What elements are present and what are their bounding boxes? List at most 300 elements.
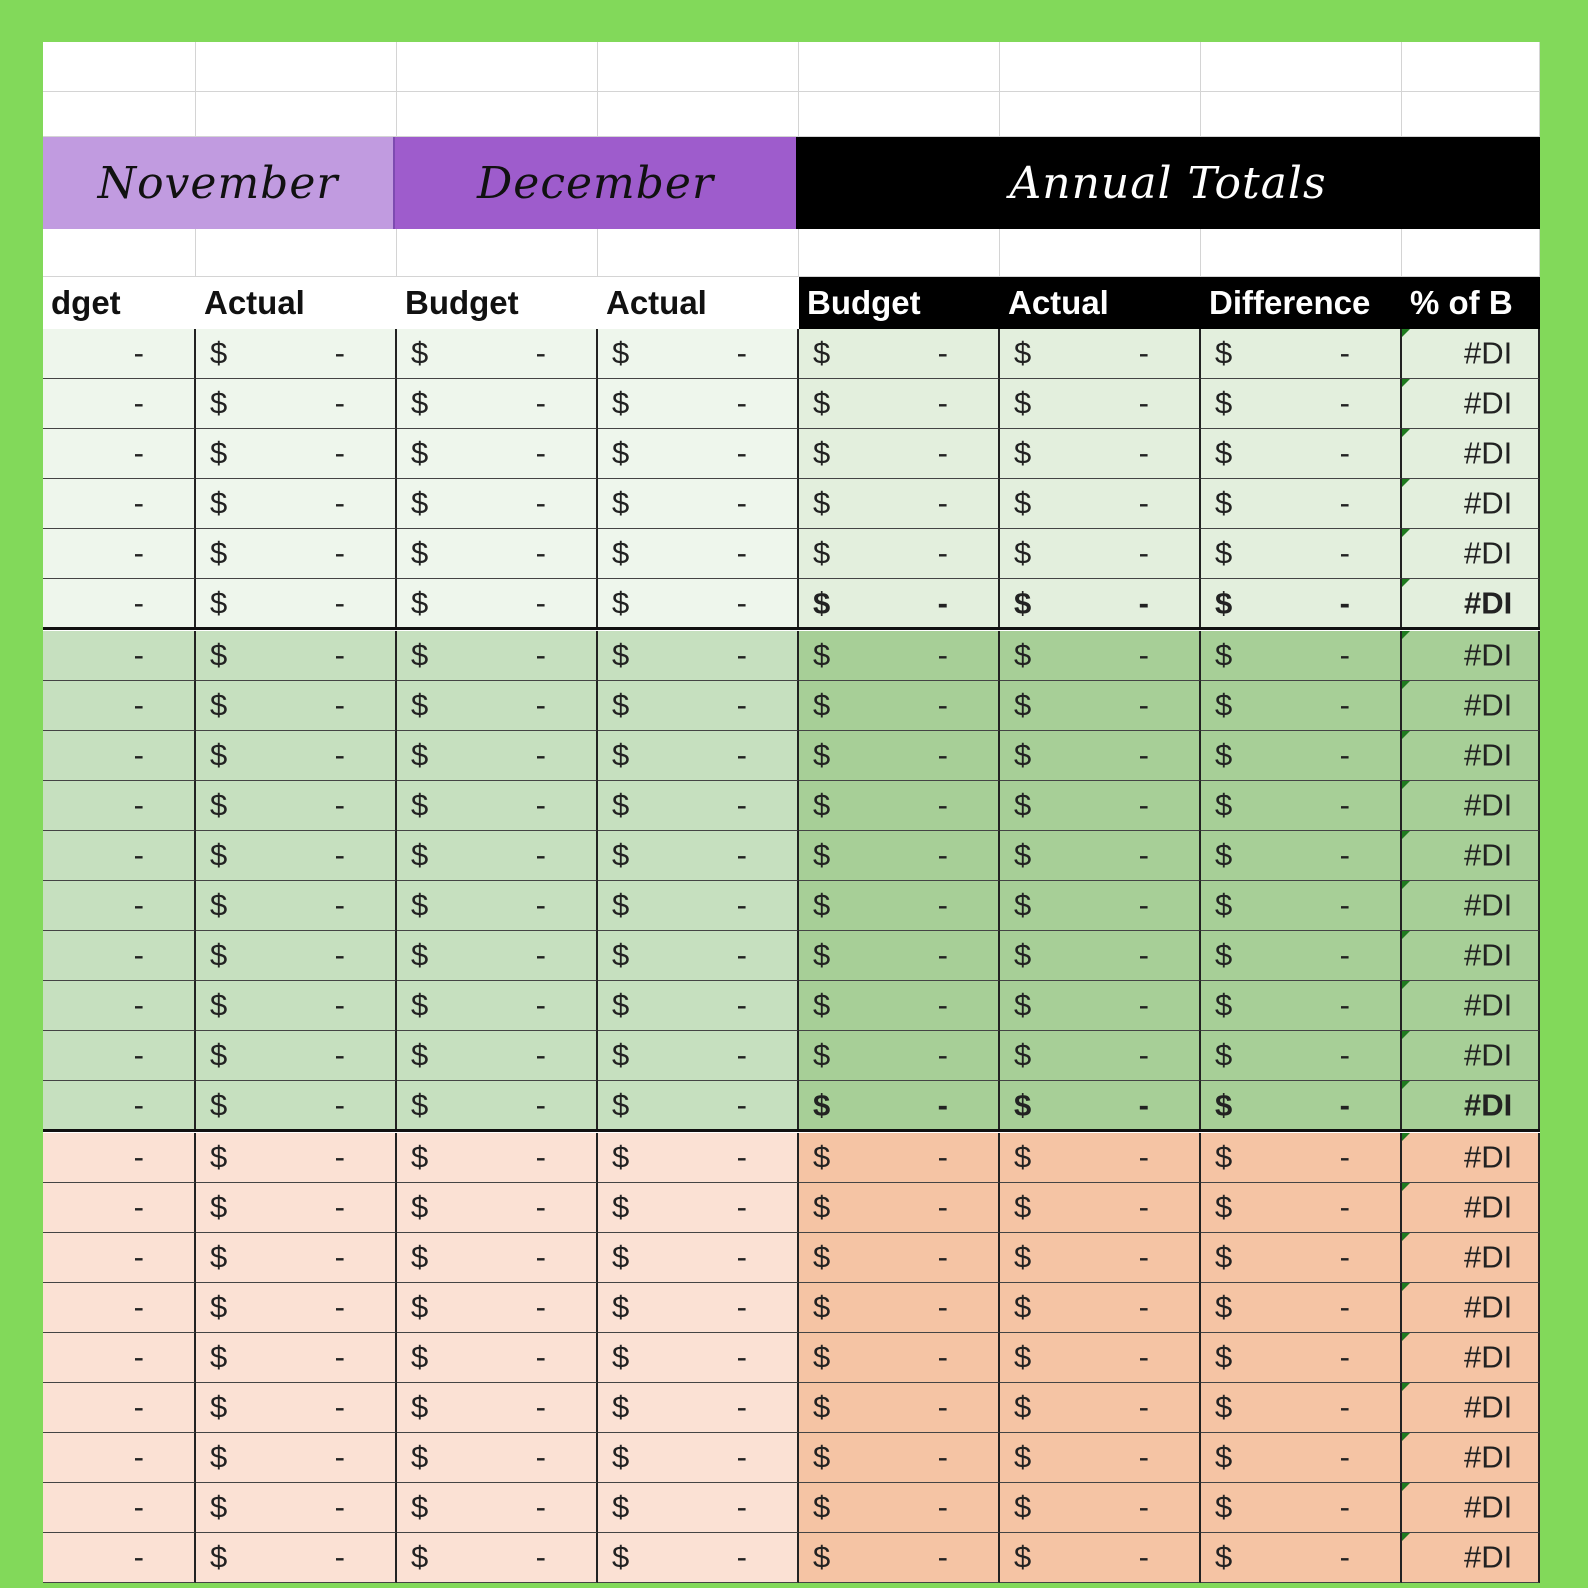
budget-cell[interactable] bbox=[799, 1133, 1000, 1183]
budget-cell[interactable] bbox=[1402, 931, 1540, 981]
budget-cell[interactable] bbox=[598, 1433, 799, 1483]
empty-cell[interactable] bbox=[1201, 229, 1402, 277]
budget-cell[interactable] bbox=[1402, 1233, 1540, 1283]
budget-cell[interactable] bbox=[1000, 631, 1201, 681]
error-indicator-icon bbox=[1402, 1081, 1410, 1089]
budget-cell[interactable] bbox=[196, 881, 397, 931]
cell-value: - bbox=[1138, 886, 1149, 922]
total-cell[interactable] bbox=[1201, 1081, 1402, 1131]
budget-cell[interactable] bbox=[43, 1133, 196, 1183]
budget-cell[interactable] bbox=[598, 1133, 799, 1183]
cell-value: - bbox=[1138, 1388, 1149, 1424]
budget-cell[interactable] bbox=[1201, 379, 1402, 429]
currency-symbol: $ bbox=[612, 1438, 630, 1474]
cell-value: - bbox=[334, 1488, 345, 1524]
budget-cell[interactable] bbox=[1201, 1333, 1402, 1383]
total-cell[interactable] bbox=[196, 579, 397, 629]
currency-symbol: $ bbox=[210, 1538, 228, 1574]
budget-cell[interactable] bbox=[1201, 631, 1402, 681]
budget-cell[interactable] bbox=[43, 1333, 196, 1383]
empty-cell[interactable] bbox=[196, 229, 397, 277]
budget-cell[interactable] bbox=[397, 1233, 598, 1283]
budget-cell[interactable] bbox=[1000, 329, 1201, 379]
budget-cell[interactable] bbox=[43, 1383, 196, 1433]
empty-cell[interactable] bbox=[1000, 42, 1201, 92]
budget-cell[interactable] bbox=[1000, 1031, 1201, 1081]
budget-cell[interactable] bbox=[598, 731, 799, 781]
budget-cell[interactable] bbox=[196, 681, 397, 731]
budget-cell[interactable] bbox=[397, 379, 598, 429]
budget-cell[interactable] bbox=[598, 1283, 799, 1333]
cell-value: - bbox=[334, 936, 345, 972]
budget-cell[interactable] bbox=[1402, 1283, 1540, 1333]
empty-cell[interactable] bbox=[598, 229, 799, 277]
cell-value: - bbox=[937, 384, 948, 420]
budget-cell[interactable] bbox=[799, 379, 1000, 429]
empty-cell[interactable] bbox=[43, 42, 196, 92]
cell-value: - bbox=[736, 736, 747, 772]
budget-cell[interactable] bbox=[1402, 1383, 1540, 1433]
total-cell[interactable] bbox=[598, 579, 799, 629]
budget-cell[interactable] bbox=[196, 1333, 397, 1383]
budget-cell[interactable] bbox=[1000, 1533, 1201, 1583]
currency-symbol: $ bbox=[612, 1086, 630, 1122]
budget-cell[interactable] bbox=[397, 981, 598, 1031]
budget-cell[interactable] bbox=[799, 931, 1000, 981]
column-header: Budget bbox=[799, 277, 1000, 329]
budget-cell[interactable] bbox=[196, 379, 397, 429]
total-cell[interactable] bbox=[397, 579, 598, 629]
budget-cell[interactable] bbox=[1402, 529, 1540, 579]
budget-cell[interactable] bbox=[1201, 931, 1402, 981]
budget-cell[interactable] bbox=[397, 1183, 598, 1233]
budget-cell[interactable] bbox=[1201, 1383, 1402, 1433]
empty-cell[interactable] bbox=[799, 229, 1000, 277]
budget-cell[interactable] bbox=[196, 781, 397, 831]
month-header-november: November bbox=[43, 137, 395, 229]
budget-cell[interactable] bbox=[196, 529, 397, 579]
empty-cell[interactable] bbox=[799, 42, 1000, 92]
empty-cell[interactable] bbox=[1402, 42, 1540, 92]
budget-cell[interactable] bbox=[1402, 1533, 1540, 1583]
currency-symbol: $ bbox=[1014, 1288, 1032, 1324]
cell-value: - bbox=[1138, 936, 1149, 972]
total-cell[interactable] bbox=[1201, 579, 1402, 629]
budget-cell[interactable] bbox=[1402, 429, 1540, 479]
budget-cell[interactable] bbox=[196, 1031, 397, 1081]
budget-cell[interactable] bbox=[799, 429, 1000, 479]
budget-cell[interactable] bbox=[397, 881, 598, 931]
budget-cell[interactable] bbox=[799, 1383, 1000, 1433]
empty-cell[interactable] bbox=[1000, 92, 1201, 137]
budget-cell[interactable] bbox=[43, 981, 196, 1031]
total-cell[interactable] bbox=[1000, 579, 1201, 629]
budget-cell[interactable] bbox=[1000, 379, 1201, 429]
cell-value: - bbox=[334, 786, 345, 822]
total-cell[interactable] bbox=[1402, 579, 1540, 629]
budget-cell[interactable] bbox=[1402, 1031, 1540, 1081]
budget-cell[interactable] bbox=[397, 731, 598, 781]
budget-cell[interactable] bbox=[43, 831, 196, 881]
empty-cell[interactable] bbox=[598, 42, 799, 92]
cell-value: - bbox=[535, 736, 546, 772]
budget-cell[interactable] bbox=[598, 881, 799, 931]
cell-value: - bbox=[133, 1138, 144, 1174]
currency-symbol: $ bbox=[1014, 1338, 1032, 1374]
empty-cell[interactable] bbox=[397, 42, 598, 92]
total-cell[interactable] bbox=[397, 1081, 598, 1131]
cell-value: - bbox=[535, 1438, 546, 1474]
budget-cell[interactable] bbox=[196, 1233, 397, 1283]
budget-cell[interactable] bbox=[799, 881, 1000, 931]
empty-cell[interactable] bbox=[598, 92, 799, 137]
total-cell[interactable] bbox=[1402, 1081, 1540, 1131]
budget-cell[interactable] bbox=[397, 681, 598, 731]
currency-symbol: $ bbox=[612, 1188, 630, 1224]
cell-value: - bbox=[1339, 334, 1350, 370]
budget-cell[interactable] bbox=[196, 631, 397, 681]
percent-value: #DI bbox=[1464, 384, 1513, 420]
currency-symbol: $ bbox=[411, 1138, 429, 1174]
empty-cell[interactable] bbox=[799, 92, 1000, 137]
budget-cell[interactable] bbox=[598, 831, 799, 881]
empty-cell[interactable] bbox=[1201, 42, 1402, 92]
budget-cell[interactable] bbox=[397, 831, 598, 881]
currency-symbol: $ bbox=[813, 384, 831, 420]
empty-cell[interactable] bbox=[43, 92, 196, 137]
budget-cell[interactable] bbox=[799, 1433, 1000, 1483]
cell-value: - bbox=[334, 1238, 345, 1274]
currency-symbol: $ bbox=[612, 1138, 630, 1174]
total-cell[interactable] bbox=[598, 1081, 799, 1131]
total-cell[interactable] bbox=[1000, 1081, 1201, 1131]
budget-cell[interactable] bbox=[1402, 379, 1540, 429]
empty-cell[interactable] bbox=[196, 42, 397, 92]
budget-cell[interactable] bbox=[799, 781, 1000, 831]
budget-cell[interactable] bbox=[1201, 1283, 1402, 1333]
budget-cell[interactable] bbox=[1201, 731, 1402, 781]
budget-cell[interactable] bbox=[397, 529, 598, 579]
cell-value: - bbox=[334, 1288, 345, 1324]
budget-cell[interactable] bbox=[1000, 529, 1201, 579]
budget-cell[interactable] bbox=[1402, 1133, 1540, 1183]
empty-cell[interactable] bbox=[196, 92, 397, 137]
budget-cell[interactable] bbox=[1402, 831, 1540, 881]
cell-value: - bbox=[736, 384, 747, 420]
budget-cell[interactable] bbox=[1000, 1383, 1201, 1433]
budget-cell[interactable] bbox=[1000, 1233, 1201, 1283]
budget-cell[interactable] bbox=[598, 1483, 799, 1533]
budget-cell[interactable] bbox=[598, 781, 799, 831]
currency-symbol: $ bbox=[813, 584, 831, 620]
cell-value: - bbox=[1138, 986, 1149, 1022]
empty-cell[interactable] bbox=[43, 229, 196, 277]
budget-cell[interactable] bbox=[1402, 479, 1540, 529]
budget-cell[interactable] bbox=[43, 1483, 196, 1533]
total-cell[interactable] bbox=[43, 1081, 196, 1131]
budget-cell[interactable] bbox=[1402, 1433, 1540, 1483]
budget-cell[interactable] bbox=[43, 1233, 196, 1283]
currency-symbol: $ bbox=[411, 434, 429, 470]
budget-cell[interactable] bbox=[1000, 1483, 1201, 1533]
currency-symbol: $ bbox=[1014, 886, 1032, 922]
budget-cell[interactable] bbox=[799, 1031, 1000, 1081]
budget-cell[interactable] bbox=[799, 1283, 1000, 1333]
budget-cell[interactable] bbox=[799, 1333, 1000, 1383]
budget-cell[interactable] bbox=[598, 981, 799, 1031]
budget-cell[interactable] bbox=[598, 1183, 799, 1233]
budget-cell[interactable] bbox=[1201, 1133, 1402, 1183]
cell-value: - bbox=[1138, 736, 1149, 772]
budget-cell[interactable] bbox=[1201, 479, 1402, 529]
cell-value: - bbox=[736, 636, 747, 672]
budget-cell[interactable] bbox=[1201, 681, 1402, 731]
cell-value: - bbox=[133, 736, 144, 772]
budget-cell[interactable] bbox=[1402, 781, 1540, 831]
budget-cell[interactable] bbox=[43, 479, 196, 529]
budget-cell[interactable] bbox=[397, 1483, 598, 1533]
budget-cell[interactable] bbox=[598, 681, 799, 731]
total-cell[interactable] bbox=[799, 579, 1000, 629]
budget-cell[interactable] bbox=[1201, 1233, 1402, 1283]
budget-cell[interactable] bbox=[598, 1031, 799, 1081]
cell-value: - bbox=[133, 1388, 144, 1424]
cell-value: - bbox=[736, 786, 747, 822]
empty-cell[interactable] bbox=[397, 92, 598, 137]
cell-value: - bbox=[535, 886, 546, 922]
budget-cell[interactable] bbox=[43, 1183, 196, 1233]
budget-cell[interactable] bbox=[1201, 1533, 1402, 1583]
currency-symbol: $ bbox=[612, 334, 630, 370]
budget-cell[interactable] bbox=[397, 931, 598, 981]
budget-cell[interactable] bbox=[397, 1433, 598, 1483]
budget-cell[interactable] bbox=[1201, 329, 1402, 379]
budget-cell[interactable] bbox=[1201, 981, 1402, 1031]
cell-value: - bbox=[937, 1338, 948, 1374]
cell-value: - bbox=[133, 1438, 144, 1474]
budget-cell[interactable] bbox=[1201, 1031, 1402, 1081]
budget-cell[interactable] bbox=[598, 931, 799, 981]
budget-cell[interactable] bbox=[799, 329, 1000, 379]
budget-cell[interactable] bbox=[1402, 1183, 1540, 1233]
budget-cell[interactable] bbox=[196, 931, 397, 981]
budget-cell[interactable] bbox=[397, 1383, 598, 1433]
budget-cell[interactable] bbox=[799, 1483, 1000, 1533]
currency-symbol: $ bbox=[612, 1238, 630, 1274]
budget-cell[interactable] bbox=[196, 831, 397, 881]
budget-cell[interactable] bbox=[799, 631, 1000, 681]
total-cell[interactable] bbox=[799, 1081, 1000, 1131]
budget-cell[interactable] bbox=[598, 631, 799, 681]
budget-cell[interactable] bbox=[1402, 681, 1540, 731]
budget-cell[interactable] bbox=[598, 379, 799, 429]
budget-cell[interactable] bbox=[799, 529, 1000, 579]
budget-cell[interactable] bbox=[43, 379, 196, 429]
cell-value: - bbox=[736, 584, 747, 620]
budget-cell[interactable] bbox=[397, 781, 598, 831]
currency-symbol: $ bbox=[1014, 936, 1032, 972]
empty-cell[interactable] bbox=[1402, 92, 1540, 137]
budget-cell[interactable] bbox=[196, 479, 397, 529]
budget-cell[interactable] bbox=[1000, 1133, 1201, 1183]
budget-cell[interactable] bbox=[43, 429, 196, 479]
budget-cell[interactable] bbox=[43, 529, 196, 579]
budget-cell[interactable] bbox=[799, 1233, 1000, 1283]
budget-cell[interactable] bbox=[1000, 1433, 1201, 1483]
budget-cell[interactable] bbox=[397, 479, 598, 529]
empty-cell[interactable] bbox=[397, 229, 598, 277]
budget-cell[interactable] bbox=[598, 529, 799, 579]
budget-cell[interactable] bbox=[1201, 529, 1402, 579]
budget-cell[interactable] bbox=[598, 329, 799, 379]
budget-cell[interactable] bbox=[598, 1533, 799, 1583]
currency-symbol: $ bbox=[1014, 636, 1032, 672]
total-cell[interactable] bbox=[196, 1081, 397, 1131]
budget-cell[interactable] bbox=[799, 1533, 1000, 1583]
currency-symbol: $ bbox=[813, 534, 831, 570]
cell-value: - bbox=[133, 936, 144, 972]
budget-cell[interactable] bbox=[598, 429, 799, 479]
budget-cell[interactable] bbox=[1402, 731, 1540, 781]
budget-cell[interactable] bbox=[1201, 831, 1402, 881]
budget-cell[interactable] bbox=[397, 1133, 598, 1183]
budget-cell[interactable] bbox=[1000, 479, 1201, 529]
budget-cell[interactable] bbox=[196, 1483, 397, 1533]
error-indicator-icon bbox=[1402, 479, 1410, 487]
error-indicator-icon bbox=[1402, 1031, 1410, 1039]
empty-cell[interactable] bbox=[1000, 229, 1201, 277]
budget-cell[interactable] bbox=[799, 831, 1000, 881]
budget-cell[interactable] bbox=[1000, 881, 1201, 931]
cell-value: - bbox=[736, 986, 747, 1022]
currency-symbol: $ bbox=[1014, 1188, 1032, 1224]
budget-cell[interactable] bbox=[1201, 781, 1402, 831]
budget-cell[interactable] bbox=[598, 479, 799, 529]
cell-value: - bbox=[133, 886, 144, 922]
total-cell[interactable] bbox=[43, 579, 196, 629]
budget-cell[interactable] bbox=[196, 329, 397, 379]
percent-value: #DI bbox=[1464, 1188, 1513, 1224]
budget-cell[interactable] bbox=[196, 1533, 397, 1583]
cell-value: - bbox=[535, 686, 546, 722]
cell-value: - bbox=[1339, 1188, 1350, 1224]
budget-cell[interactable] bbox=[43, 631, 196, 681]
budget-cell[interactable] bbox=[799, 479, 1000, 529]
percent-value: #DI bbox=[1464, 1238, 1513, 1274]
column-header: Actual bbox=[1000, 277, 1201, 329]
budget-cell[interactable] bbox=[1000, 1183, 1201, 1233]
budget-cell[interactable] bbox=[43, 931, 196, 981]
percent-value: #DI bbox=[1464, 936, 1513, 972]
cell-value: - bbox=[937, 534, 948, 570]
currency-symbol: $ bbox=[813, 786, 831, 822]
budget-cell[interactable] bbox=[1000, 1333, 1201, 1383]
empty-cell[interactable] bbox=[1201, 92, 1402, 137]
budget-cell[interactable] bbox=[1201, 1433, 1402, 1483]
budget-cell[interactable] bbox=[196, 1283, 397, 1333]
empty-cell[interactable] bbox=[1402, 229, 1540, 277]
cell-value: - bbox=[1138, 1138, 1149, 1174]
budget-cell[interactable] bbox=[1000, 781, 1201, 831]
cell-value: - bbox=[133, 1538, 144, 1574]
cell-value: - bbox=[1339, 1488, 1350, 1524]
budget-cell[interactable] bbox=[1402, 631, 1540, 681]
budget-cell[interactable] bbox=[799, 1183, 1000, 1233]
budget-cell[interactable] bbox=[43, 781, 196, 831]
budget-cell[interactable] bbox=[397, 1333, 598, 1383]
spreadsheet[interactable] bbox=[43, 42, 1540, 1574]
cell-value: - bbox=[334, 1188, 345, 1224]
budget-cell[interactable] bbox=[1000, 1283, 1201, 1333]
currency-symbol: $ bbox=[1014, 1488, 1032, 1524]
budget-cell[interactable] bbox=[43, 881, 196, 931]
budget-cell[interactable] bbox=[799, 981, 1000, 1031]
budget-cell[interactable] bbox=[43, 329, 196, 379]
currency-symbol: $ bbox=[210, 1188, 228, 1224]
budget-cell[interactable] bbox=[598, 1383, 799, 1433]
budget-cell[interactable] bbox=[397, 631, 598, 681]
budget-cell[interactable] bbox=[1402, 1333, 1540, 1383]
budget-cell[interactable] bbox=[43, 1433, 196, 1483]
budget-cell[interactable] bbox=[397, 429, 598, 479]
budget-cell[interactable] bbox=[196, 429, 397, 479]
budget-cell[interactable] bbox=[799, 681, 1000, 731]
budget-cell[interactable] bbox=[196, 1433, 397, 1483]
currency-symbol: $ bbox=[1014, 334, 1032, 370]
percent-value: #DI bbox=[1464, 1086, 1513, 1122]
budget-cell[interactable] bbox=[196, 981, 397, 1031]
cell-value: - bbox=[133, 786, 144, 822]
budget-cell[interactable] bbox=[1402, 1483, 1540, 1533]
currency-symbol: $ bbox=[612, 1288, 630, 1324]
budget-cell[interactable] bbox=[1201, 1183, 1402, 1233]
budget-cell[interactable] bbox=[43, 1283, 196, 1333]
budget-cell[interactable] bbox=[43, 731, 196, 781]
budget-cell[interactable] bbox=[1201, 881, 1402, 931]
cell-value: - bbox=[937, 686, 948, 722]
cell-value: - bbox=[937, 484, 948, 520]
budget-cell[interactable] bbox=[196, 1133, 397, 1183]
budget-cell[interactable] bbox=[196, 731, 397, 781]
budget-cell[interactable] bbox=[799, 731, 1000, 781]
budget-cell[interactable] bbox=[1402, 981, 1540, 1031]
budget-cell[interactable] bbox=[196, 1183, 397, 1233]
budget-cell[interactable] bbox=[397, 1031, 598, 1081]
budget-cell[interactable] bbox=[1000, 429, 1201, 479]
budget-cell[interactable] bbox=[1000, 681, 1201, 731]
currency-symbol: $ bbox=[1014, 786, 1032, 822]
budget-cell[interactable] bbox=[1000, 931, 1201, 981]
currency-symbol: $ bbox=[411, 584, 429, 620]
budget-cell[interactable] bbox=[1000, 731, 1201, 781]
budget-cell[interactable] bbox=[598, 1333, 799, 1383]
budget-cell[interactable] bbox=[598, 1233, 799, 1283]
budget-cell[interactable] bbox=[397, 1533, 598, 1583]
budget-cell[interactable] bbox=[1000, 831, 1201, 881]
currency-symbol: $ bbox=[210, 836, 228, 872]
budget-cell[interactable] bbox=[397, 329, 598, 379]
budget-cell[interactable] bbox=[1201, 429, 1402, 479]
budget-cell[interactable] bbox=[196, 1383, 397, 1433]
budget-cell[interactable] bbox=[43, 681, 196, 731]
budget-cell[interactable] bbox=[1402, 881, 1540, 931]
budget-cell[interactable] bbox=[1000, 981, 1201, 1031]
budget-cell[interactable] bbox=[397, 1283, 598, 1333]
budget-cell[interactable] bbox=[43, 1031, 196, 1081]
budget-cell[interactable] bbox=[1402, 329, 1540, 379]
budget-cell[interactable] bbox=[1201, 1483, 1402, 1533]
budget-cell[interactable] bbox=[43, 1533, 196, 1583]
